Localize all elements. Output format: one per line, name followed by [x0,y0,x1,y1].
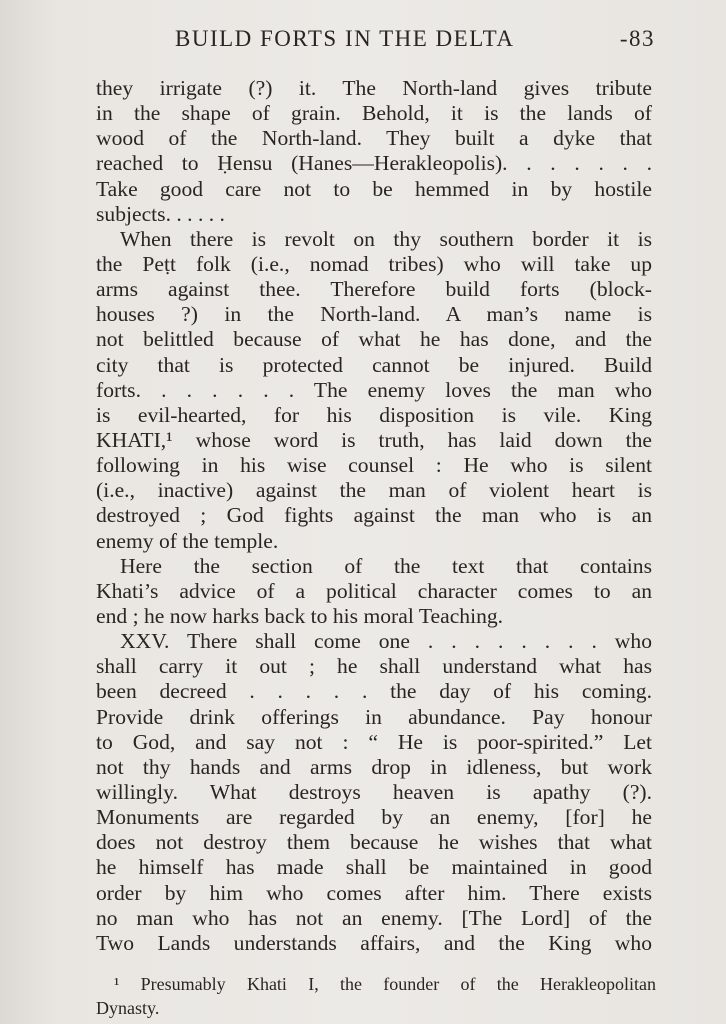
text-line: end ; he now harks back to his moral Teaching. [96,603,504,628]
text-line: Monuments are regarded by an enemy, [for] he [96,805,652,830]
text-line: shall carry it out ; he shall understand what has [96,654,652,679]
text-line: reached to Ḥensu (Hanes—Herakleopolis). . . . . . . [96,151,652,176]
text-line: willingly. What destroys heaven is apathy (?). [96,779,652,804]
text-line: is evil-hearted, for his disposition is vile. King [96,402,652,427]
running-title: BUILD FORTS IN THE DELTA [175,26,515,51]
text-line: the Peṭt folk (i.e., nomad tribes) who will take up [96,251,652,276]
footnote-line: Dynasty. [96,998,160,1018]
text-line: destroyed ; God fights against the man who is an [96,503,652,528]
page-number: -83 [619,26,655,51]
text-line: no man who has not an enemy. [The Lord] of the [96,905,652,930]
text-line: When there is revolt on thy southern border it is [120,226,652,251]
body-text [96,76,652,956]
text-line: been decreed . . . . . the day of his coming. [96,679,652,704]
text-line: following in his wise counsel : He who is silent [96,453,652,478]
text-line: not belittled because of what he has done, and the [96,327,652,352]
text-line: forts. . . . . . . The enemy loves the man who [96,377,652,402]
text-line: does not destroy them because he wishes that what [96,830,652,855]
text-line: enemy of the temple. [96,528,279,553]
text-line: wood of the North-land. They built a dyke that [96,126,652,151]
text-line: Here the section of the text that contains [120,553,652,578]
text-line: houses ?) in the North-land. A man’s name is [96,302,652,327]
text-line: city that is protected cannot be injured. Build [96,352,652,377]
text-line: he himself has made shall be maintained in good [96,855,652,880]
text-line: (i.e., inactive) against the man of violent heart is [96,478,652,503]
text-line: they irrigate (?) it. The North-land gives tribute [96,76,652,100]
text-line: to God, and say not : “ He is poor-spirited.” Let [96,729,652,754]
running-header [175,26,655,60]
text-line: subjects. . . . . . [96,201,225,226]
text-line: Khati’s advice of a political character comes to an [96,578,652,603]
text-line: in the shape of grain. Behold, it is the lands of [96,101,652,126]
text-line: order by him who comes after him. There exists [96,880,652,905]
text-line: arms against thee. Therefore build forts (block- [96,277,652,302]
text-line: XXV. There shall come one . . . . . . . . who [120,629,652,654]
text-line: KHATI,¹ whose word is truth, has laid down the [96,427,652,452]
text-line: Provide drink offerings in abundance. Pay honour [96,704,652,729]
text-line: Take good care not to be hemmed in by hostile [96,176,652,201]
text-line: Two Lands understands affairs, and the King who [96,930,652,955]
footnote [96,972,656,1020]
text-line: not thy hands and arms drop in idleness, but work [96,754,652,779]
footnote-line: ¹ Presumably Khati I, the founder of the Herakleopolitan [114,974,656,994]
